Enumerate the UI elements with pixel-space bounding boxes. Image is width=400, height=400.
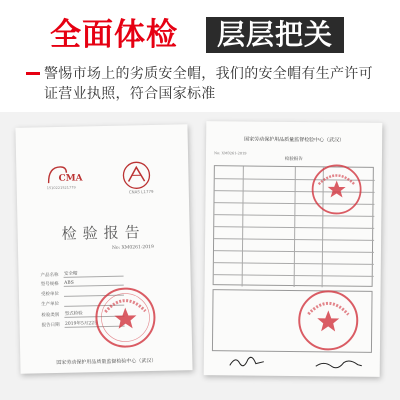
report-title: 检验报告 (61, 223, 146, 243)
svg-text:1510221521779: 1510221521779 (46, 185, 76, 191)
description-text: 警惕市场上的劣质安全帽，我们的安全帽有生产许可证营业执照，符合国家标准 (44, 66, 373, 102)
cma-logo (44, 162, 89, 191)
field-value: ABS (64, 280, 124, 287)
field-label: 型号规格 (40, 281, 59, 288)
field-value: 2019年5月22日 (65, 320, 125, 328)
field-label: 产品名称 (40, 272, 59, 279)
field-value: 安全帽 (64, 270, 124, 278)
report-detail-subtitle: 检验报告 (284, 156, 303, 163)
field-row (40, 270, 124, 279)
approval-stamp-bottom (296, 288, 361, 353)
svg-text:CMA: CMA (58, 173, 83, 184)
approval-stamp-top (309, 162, 364, 217)
signature-approver (228, 353, 268, 371)
field-label: 生产单位 (41, 301, 60, 308)
svg-text:CNAS L1779: CNAS L1779 (128, 188, 154, 195)
official-seal-stamp (93, 285, 158, 350)
field-value: 型式检验 (65, 310, 125, 318)
headline-red: 全面体检 (50, 17, 178, 53)
report-detail-header: 国家劳动保护用品质量监督检验中心（武汉） (244, 136, 345, 144)
report-cover-document (15, 124, 192, 374)
field-label: 受检单位 (40, 291, 59, 298)
headline-dark-box: 层层把关 (206, 17, 344, 53)
issuer-footer: 国家劳动保护用品质量监督检验中心（武汉） (56, 357, 157, 367)
cnas-logo (118, 159, 155, 196)
report-detail-number: No: XM0261-2019 (213, 151, 247, 156)
report-detail-document (204, 121, 383, 377)
header-banner (0, 0, 400, 64)
field-label: 报告日期 (41, 322, 60, 329)
field-label: 检验类别 (41, 312, 60, 319)
signature-reviewer (314, 356, 364, 373)
description-dash (26, 72, 40, 75)
report-number: No: XM0261-2019 (111, 244, 154, 251)
